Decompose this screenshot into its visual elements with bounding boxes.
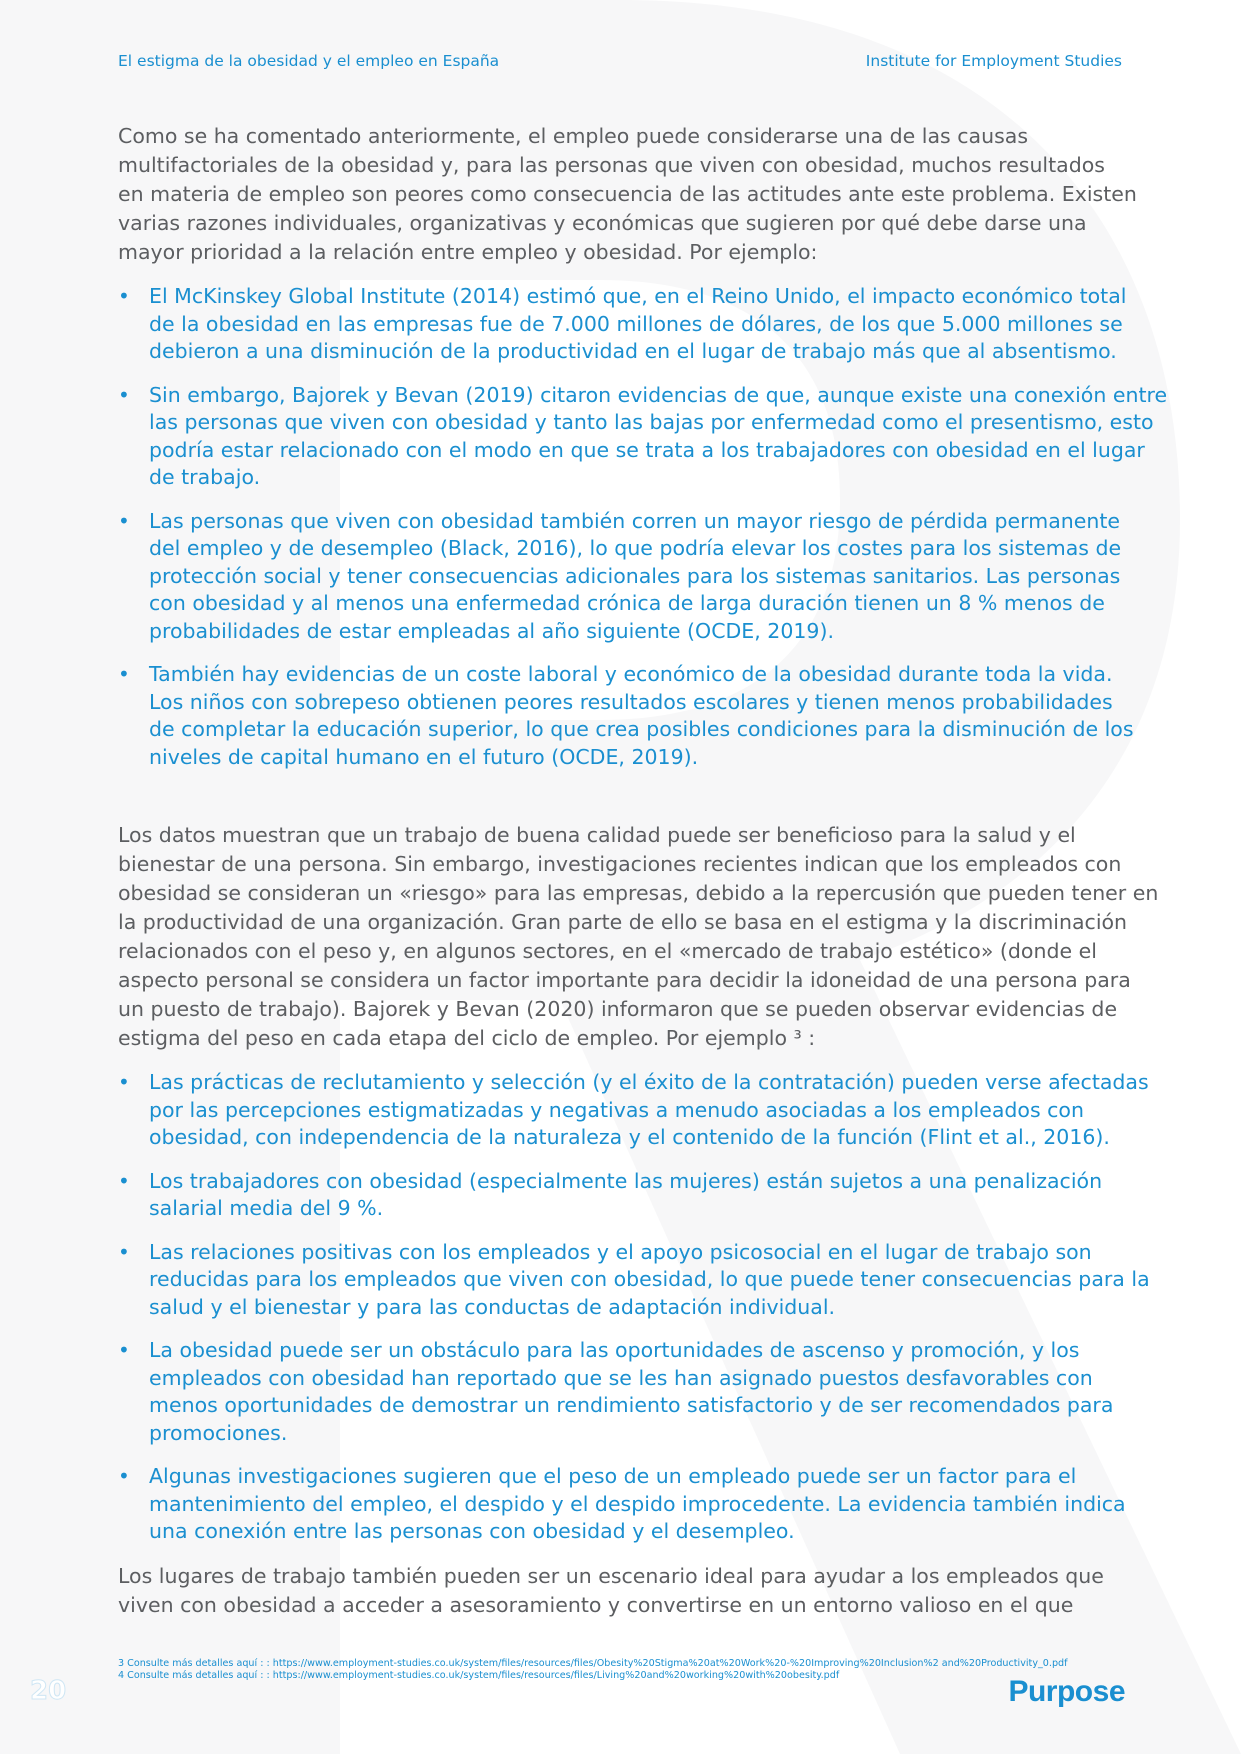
text-line: Los datos muestran que un trabajo de buena calidad puede ser beneficioso para la salud y el	[118, 823, 1076, 847]
text-line: debieron a una disminución de la productividad en el lugar de trabajo más que al absentismo.	[149, 339, 1117, 363]
text-line: bienestar de una persona. Sin embargo, investigaciones recientes indican que los empleados con	[118, 852, 1122, 876]
text-line: Los niños con sobrepeso obtienen peores resultados escolares y tienen menos probabilidades	[149, 689, 1113, 714]
list-item	[118, 1069, 1149, 1152]
bullet-icon: •	[118, 662, 130, 686]
main-content	[118, 122, 1168, 1620]
bullet-list-stigma-stages	[118, 1069, 1150, 1546]
text-line: de trabajo.	[149, 465, 261, 489]
text-line: mantenimiento del empleo, el despido y el despido improcedente. La evidencia también indica	[149, 1491, 1126, 1516]
bullet-icon: •	[118, 508, 130, 533]
text-line: la productividad de una organización. Gran parte de ello se basa en el estigma y la discriminación	[118, 910, 1128, 934]
bullet-icon: •	[118, 1070, 130, 1094]
list-item	[118, 661, 1134, 771]
text-line: varias razones individuales, organizativas y económicas que sugieren por qué debe darse una	[118, 211, 1087, 235]
text-line: en materia de empleo son peores como consecuencia de las actitudes ante este problema. Existen	[118, 182, 1137, 206]
text-line: probabilidades de estar empleadas al año siguiente (OCDE, 2019).	[149, 618, 834, 643]
footnote-4-link[interactable]: 4 Consulte más detalles aquí : : https://www.employment-studies.co.uk/system/files/resources/files/Living%20and%20working%20with%20obesity.pdf	[118, 1670, 840, 1681]
paragraph-workplaces	[118, 1562, 1126, 1620]
bullet-icon: •	[118, 284, 130, 308]
list-item	[118, 1463, 1126, 1546]
bullet-icon: •	[118, 1464, 130, 1488]
list-item	[118, 508, 1126, 646]
running-header-institute: Institute for Employment Studies	[865, 52, 1122, 70]
text-line: promociones.	[149, 1420, 288, 1445]
text-line: con obesidad y al menos una enfermedad crónica de larga duración tienen un 8 % menos de	[149, 591, 1105, 615]
text-line: de la obesidad en las empresas fue de 7.000 millones de dólares, de los que 5.000 millones se	[149, 311, 1123, 336]
text-line: protección social y tener consecuencias adicionales para los sistemas sanitarios. Las personas	[149, 563, 1121, 588]
paragraph-evidence	[118, 821, 1159, 1053]
text-line: las personas que viven con obesidad y tanto las bajas por enfermedad como el presentismo, esto	[149, 410, 1154, 434]
page-number: 20	[30, 1676, 67, 1706]
bullet-icon: •	[118, 1239, 130, 1264]
running-header-title: El estigma de la obesidad y el empleo en España	[118, 52, 500, 70]
bullet-icon: •	[118, 382, 130, 407]
footnote-3-link[interactable]: 3 Consulte más detalles aquí : : https://www.employment-studies.co.uk/system/files/resources/files/Obesity%20Stigma%20at%20Work%20-%20Improving%20Inclusion%2 and%20Productivity_0.pdf	[118, 1658, 1068, 1669]
text-line: podría estar relacionado con el modo en que se trata a los trabajadores con obesidad en el lugar	[149, 437, 1145, 462]
list-item	[118, 283, 1126, 366]
bullet-icon: •	[118, 1338, 130, 1362]
text-line: Sin embargo, Bajorek y Bevan (2019) citaron evidencias de que, aunque existe una conexión entre	[149, 382, 1168, 407]
text-line: El McKinskey Global Institute (2014) estimó que, en el Reino Unido, el impacto económico total	[149, 284, 1127, 308]
text-line: niveles de capital humano en el futuro (OCDE, 2019).	[149, 744, 699, 769]
text-line: un puesto de trabajo). Bajorek y Bevan (2020) informaron que se pueden observar evidencias de	[118, 997, 1118, 1021]
text-line: obesidad, con independencia de la naturaleza y el contenido de la función (Flint et al., 2016).	[149, 1125, 1110, 1149]
text-line: También hay evidencias de un coste laboral y económico de la obesidad durante toda la vida.	[149, 662, 1113, 686]
text-line: menos oportunidades de demostrar un rendimiento satisfactorio y de ser recomendados para	[149, 1393, 1114, 1417]
text-line: por las percepciones estigmatizadas y negativas a menudo asociadas a los empleados con	[149, 1097, 1084, 1122]
bullet-icon: •	[118, 1168, 130, 1193]
text-line: Los lugares de trabajo también pueden ser un escenario ideal para ayudar a los empleados que	[118, 1563, 1104, 1588]
footnotes	[118, 1658, 1068, 1682]
text-line: de completar la educación superior, lo que crea posibles condiciones para la disminución de los	[149, 717, 1134, 741]
paragraph-intro	[118, 122, 1137, 267]
text-line: Las relaciones positivas con los empleados y el apoyo psicosocial en el lugar de trabajo son	[149, 1239, 1092, 1264]
text-line: Las prácticas de reclutamiento y selección (y el éxito de la contratación) pueden verse afectadas	[149, 1070, 1149, 1094]
list-item	[118, 1239, 1150, 1322]
text-line: una conexión entre las personas con obesidad y el desempleo.	[149, 1519, 795, 1543]
text-line: reducidas para los empleados que viven con obesidad, lo que puede tener consecuencias para la	[149, 1267, 1150, 1291]
text-line: Algunas investigaciones sugieren que el peso de un empleado puede ser un factor para el	[149, 1464, 1077, 1488]
text-line: viven con obesidad a acceder a asesoramiento y convertirse en un entorno valioso en el que	[118, 1592, 1074, 1617]
text-line: estigma del peso en cada etapa del ciclo de empleo. Por ejemplo ³ :	[118, 1026, 816, 1050]
text-line: salarial media del 9 %.	[149, 1196, 384, 1220]
text-line: Las personas que viven con obesidad también corren un mayor riesgo de pérdida permanente	[149, 508, 1121, 533]
list-item	[118, 1337, 1126, 1447]
text-line: relacionados con el peso y, en algunos sectores, en el «mercado de trabajo estético» (donde el	[118, 939, 1097, 963]
text-line: empleados con obesidad han reportado que se les han asignado puestos desfavorables con	[149, 1365, 1093, 1390]
list-item	[118, 1168, 1126, 1223]
purpose-logo: Purpose	[1008, 1675, 1125, 1708]
list-item	[118, 382, 1168, 492]
text-line: Los trabajadores con obesidad (especialmente las mujeres) están sujetos a una penalización	[149, 1168, 1103, 1193]
text-line: aspecto personal se considera un factor importante para decidir la idoneidad de una persona para	[118, 968, 1131, 992]
text-line: salud y el bienestar y para las conductas de adaptación individual.	[149, 1294, 836, 1319]
text-line: multifactoriales de la obesidad y, para las personas que viven con obesidad, muchos resultados	[118, 153, 1105, 177]
text-line: del empleo y de desempleo (Black, 2016), lo que podría elevar los costes para los sistemas de	[149, 536, 1122, 560]
text-line: Como se ha comentado anteriormente, el empleo puede considerarse una de las causas	[118, 124, 1029, 148]
text-line: obesidad se consideran un «riesgo» para las empresas, debido a la repercusión que pueden tener en	[118, 881, 1159, 905]
bullet-list-reasons	[118, 283, 1168, 771]
text-line: mayor prioridad a la relación entre empleo y obesidad. Por ejemplo:	[118, 240, 818, 264]
text-line: La obesidad puede ser un obstáculo para las oportunidades de ascenso y promoción, y los	[149, 1338, 1080, 1362]
